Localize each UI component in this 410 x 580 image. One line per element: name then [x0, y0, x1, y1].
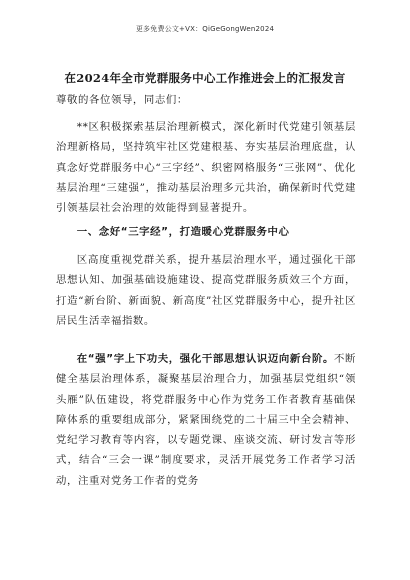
header-note: 更多免费公文+VX：QiGeGongWen2024 — [135, 25, 275, 33]
section-heading-1: 一、念好“三字经”，打造暖心党群服务中心 — [76, 226, 290, 238]
subsection-lead: 在“强”字上下功夫，强化干部思想认识迈向新台阶。 — [76, 353, 334, 365]
document-title: 在2024年全市党群服务中心工作推进会上的汇报发言 — [64, 71, 346, 85]
subsection-body: 不断健全基层治理体系，凝聚基层治理合力，加强基层党组织“领头雁”队伍建设，将党群服务中心作为党务工作者教育基础保障体系的重要组成部分，紧紧围绕党的二十届三中全会精神、党纪学习教育等内容，以专题党课、座谈交流、研讨发言等形式，结合“三会一课”制度要求，灵活开展党务工作者学习活动，注重对党务工作者的党务 — [56, 353, 357, 487]
paragraph-subsection-strong — [56, 349, 356, 491]
paragraph-intro: **区积极探索基层治理新模式，深化新时代党建引领基层治理新格局，坚持筑牢社区党建根基、夯实基层治理底盘，认真念好党群服务中心“三字经”、织密网格服务“三张网”、优化基层治理“三建强”，推动基层治理多元共治，确保新时代党建引领基层社会治理的效能得到显著提升。 — [56, 121, 356, 215]
salutation: 尊敬的各位领导，同志们： — [56, 94, 188, 106]
paragraph-section-1: 区高度重视党群关系，提升基层治理水平，通过强化干部思想认知、加强基础设施建设、提高党群服务质效三个方面，打造“新台阶、新面貌、新高度”社区党群服务中心，提升社区居民生活幸福指数。 — [56, 254, 356, 327]
